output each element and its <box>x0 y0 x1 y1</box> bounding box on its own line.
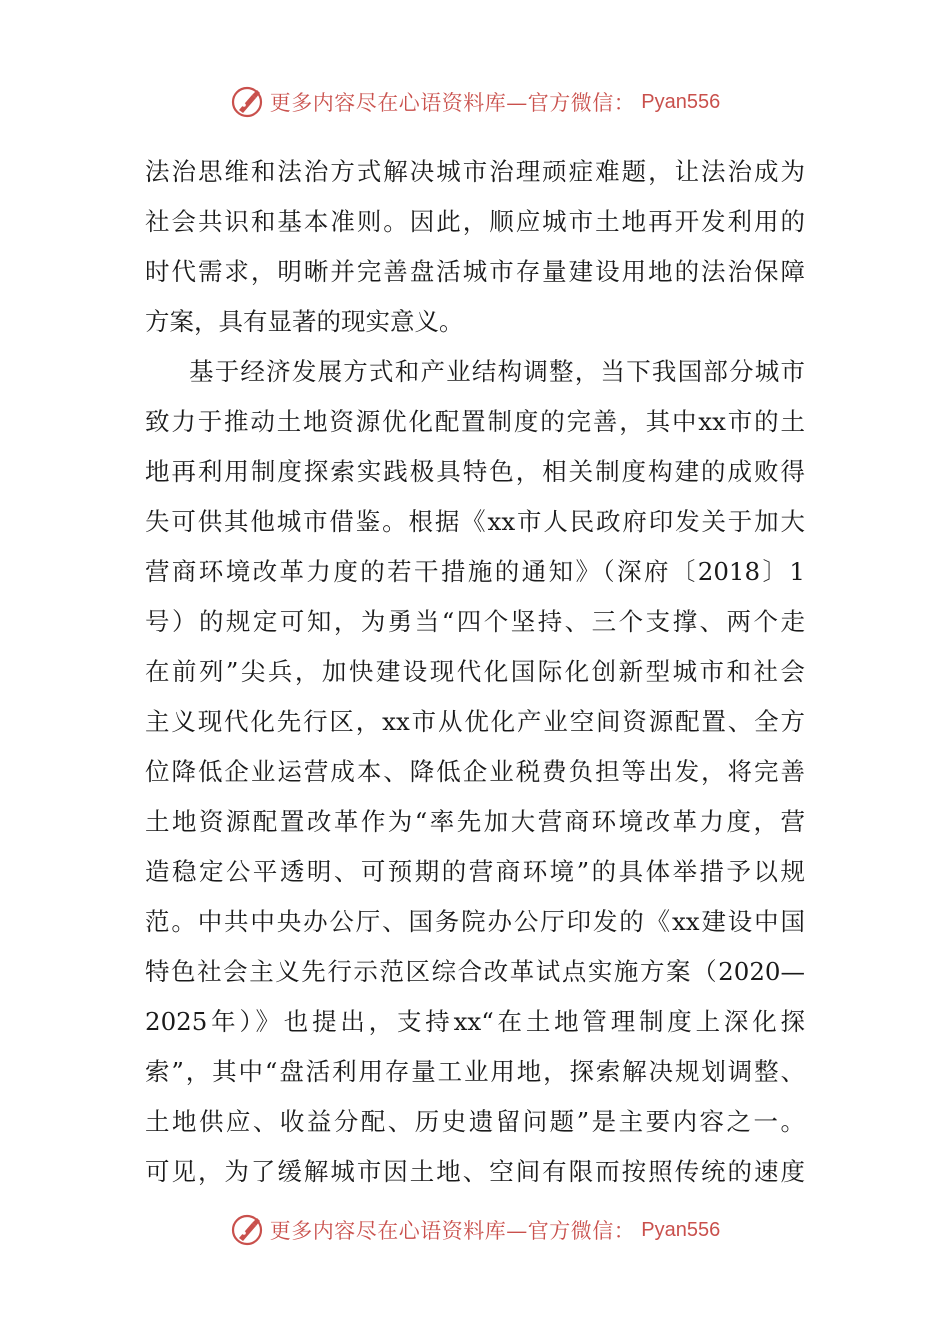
text-line: 基于经济发展方式和产业结构调整，当下我国部分城市 <box>189 357 805 386</box>
text-line: 可见，为了缓解城市因土地、空间有限而按照传统的速度 <box>145 1157 805 1186</box>
text-line: 特色社会主义先行示范区综合改革试点实施方案（2020— <box>145 957 805 986</box>
paragraph <box>145 147 805 347</box>
paragraph <box>145 347 805 1197</box>
text-line: 主义现代化先行区，xx市从优化产业空间资源配置、全方 <box>145 707 805 736</box>
watermark-text: 更多内容尽在心语资料库—官方微信： <box>269 91 636 115</box>
text-line: 在前列”尖兵，加快建设现代化国际化创新型城市和社会 <box>145 657 805 686</box>
text-line: 索”，其中“盘活利用存量工业用地，探索解决规划调整、 <box>145 1057 805 1086</box>
watermark-wechat-id: Pyan556 <box>641 90 721 113</box>
header-watermark <box>0 82 950 122</box>
text-line: 土地资源配置改革作为“率先加大营商环境改革力度，营 <box>145 807 805 836</box>
text-line: 2025年）》也提出，支持xx“在土地管理制度上深化探 <box>145 1007 805 1036</box>
watermark-wechat-id: Pyan556 <box>641 1218 721 1241</box>
pen-nib-circle-icon <box>230 1213 264 1247</box>
document-body <box>145 147 805 1197</box>
text-line: 造稳定公平透明、可预期的营商环境”的具体举措予以规 <box>145 857 805 886</box>
text-line: 致力于推动土地资源优化配置制度的完善，其中xx市的土 <box>145 407 805 436</box>
watermark-text: 更多内容尽在心语资料库—官方微信： <box>269 1219 636 1243</box>
text-line: 时代需求，明晰并完善盘活城市存量建设用地的法治保障 <box>145 257 805 286</box>
text-line: 土地供应、收益分配、历史遗留问题”是主要内容之一。 <box>145 1107 805 1136</box>
text-line: 范。中共中央办公厅、国务院办公厅印发的《xx建设中国 <box>145 907 805 936</box>
text-line: 法治思维和法治方式解决城市治理顽症难题，让法治成为 <box>145 157 805 186</box>
text-line: 社会共识和基本准则。因此，顺应城市土地再开发利用的 <box>145 207 805 236</box>
text-line: 地再利用制度探索实践极具特色，相关制度构建的成败得 <box>145 457 805 486</box>
text-line: 方案，具有显著的现实意义。 <box>145 307 464 336</box>
footer-watermark <box>0 1210 950 1250</box>
pen-nib-circle-icon <box>230 85 264 119</box>
text-line: 失可供其他城市借鉴。根据《xx市人民政府印发关于加大 <box>145 507 805 536</box>
text-line: 位降低企业运营成本、降低企业税费负担等出发，将完善 <box>145 757 805 786</box>
text-line: 营商环境改革力度的若干措施的通知》（深府〔2018〕1 <box>145 557 805 586</box>
text-line: 号）的规定可知，为勇当“四个坚持、三个支撑、两个走 <box>145 607 805 636</box>
